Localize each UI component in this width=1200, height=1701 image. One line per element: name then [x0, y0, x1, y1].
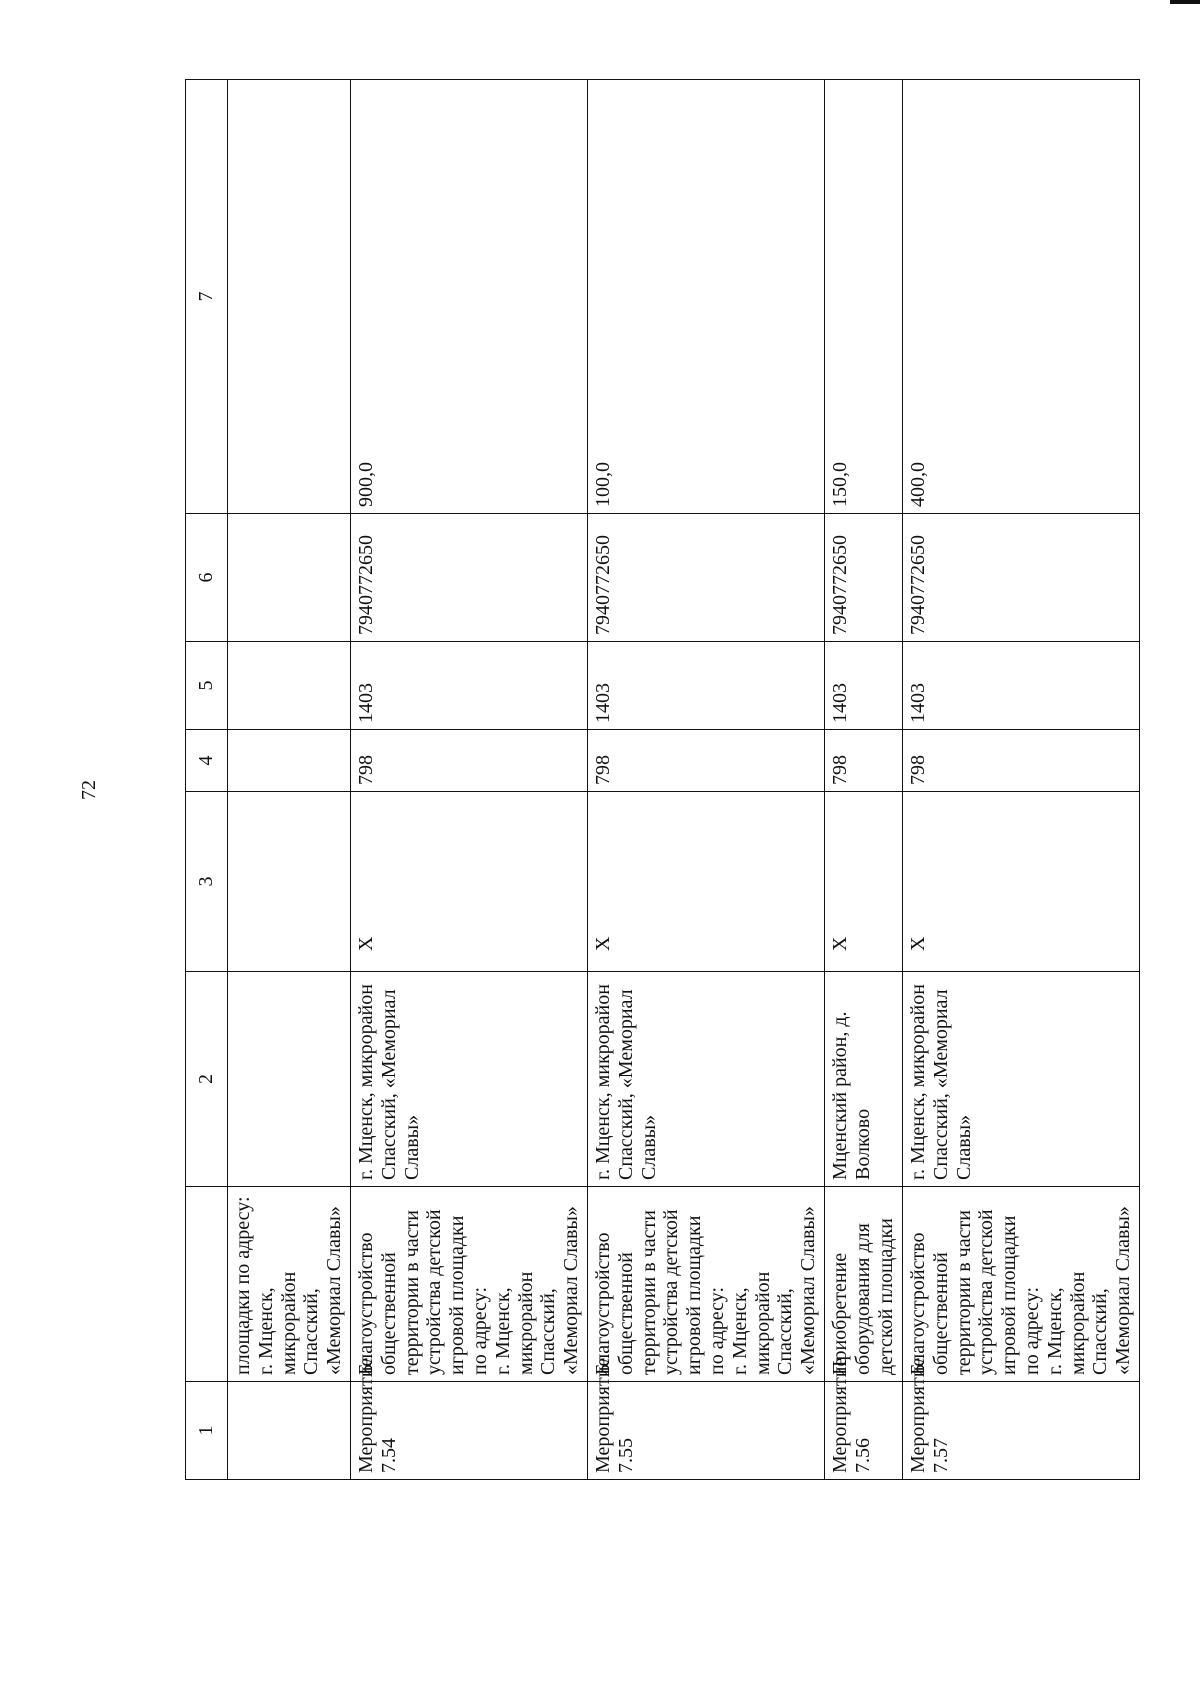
measure-description-cell: площадки по адресу: г. Мценск, микрорайон Спасский, «Мемориал Славы»: [228, 1187, 351, 1382]
measure-number-cell: Мероприятие 7.54: [350, 1382, 587, 1480]
measure-description-cell: Приобретение оборудования для детской площадки: [824, 1187, 902, 1382]
header-row: [186, 80, 228, 1480]
measure-address-cell: [228, 972, 351, 1187]
col3-cell: Х: [824, 792, 902, 972]
measure-address-cell: г. Мценск, микрорайон Спасский, «Мемориал Славы»: [350, 972, 587, 1187]
col4-cell: [228, 730, 351, 792]
table-row: [587, 80, 824, 1480]
col4-cell: 798: [902, 730, 1139, 792]
col3-cell: Х: [587, 792, 824, 972]
measure-address-cell: г. Мценск, микрорайон Спасский, «Мемориал Славы»: [902, 972, 1139, 1187]
header-cell: 4: [186, 730, 228, 792]
col3-cell: Х: [902, 792, 1139, 972]
col6-cell: 7940772650: [902, 514, 1139, 642]
measure-description-cell: Благоустройство общественной территории в части устройства детской игровой площадки по адресу: г. Мценск, микрорайон Спасский, «Мемориал Славы»: [587, 1187, 824, 1382]
header-cell: 7: [186, 80, 228, 514]
header-cell: [186, 1187, 228, 1382]
table-row: [902, 80, 1139, 1480]
measure-address-cell: г. Мценск, микрорайон Спасский, «Мемориал Славы»: [587, 972, 824, 1187]
header-cell: 2: [186, 972, 228, 1187]
col7-cell: 150,0: [824, 80, 902, 514]
measures-table: [185, 79, 1140, 1480]
measure-description-cell: Благоустройство общественной территории в части устройства детской игровой площадки по адресу: г. Мценск, микрорайон Спасский, «Мемориал Славы»: [902, 1187, 1139, 1382]
col6-cell: 7940772650: [350, 514, 587, 642]
col6-cell: 7940772650: [824, 514, 902, 642]
table-container: [185, 80, 1135, 1480]
header-cell: 1: [186, 1382, 228, 1480]
col4-cell: 798: [587, 730, 824, 792]
col3-cell: Х: [350, 792, 587, 972]
measure-number-cell: Мероприятие 7.57: [902, 1382, 1139, 1480]
col4-cell: 798: [350, 730, 587, 792]
col7-cell: 100,0: [587, 80, 824, 514]
header-cell: 5: [186, 642, 228, 730]
col7-cell: 900,0: [350, 80, 587, 514]
table-row: [824, 80, 902, 1480]
col4-cell: 798: [824, 730, 902, 792]
measure-address-cell: Мценский район, д. Волково: [824, 972, 902, 1187]
col5-cell: 1403: [902, 642, 1139, 730]
col6-cell: [228, 514, 351, 642]
corner-mark: [1170, 0, 1200, 4]
col5-cell: [228, 642, 351, 730]
col5-cell: 1403: [824, 642, 902, 730]
col3-cell: [228, 792, 351, 972]
col5-cell: 1403: [350, 642, 587, 730]
table-row: [350, 80, 587, 1480]
col7-cell: 400,0: [902, 80, 1139, 514]
col5-cell: 1403: [587, 642, 824, 730]
measure-number-cell: Мероприятие 7.55: [587, 1382, 824, 1480]
page-number: 72: [78, 780, 100, 800]
col7-cell: [228, 80, 351, 514]
col6-cell: 7940772650: [587, 514, 824, 642]
continuation-row: [228, 80, 351, 1480]
measure-number-cell: [228, 1382, 351, 1480]
header-cell: 6: [186, 514, 228, 642]
measure-number-cell: Мероприятие 7.56: [824, 1382, 902, 1480]
header-cell: 3: [186, 792, 228, 972]
measure-description-cell: Благоустройство общественной территории в части устройства детской игровой площадки по адресу: г. Мценск, микрорайон Спасский, «Мемориал Славы»: [350, 1187, 587, 1382]
